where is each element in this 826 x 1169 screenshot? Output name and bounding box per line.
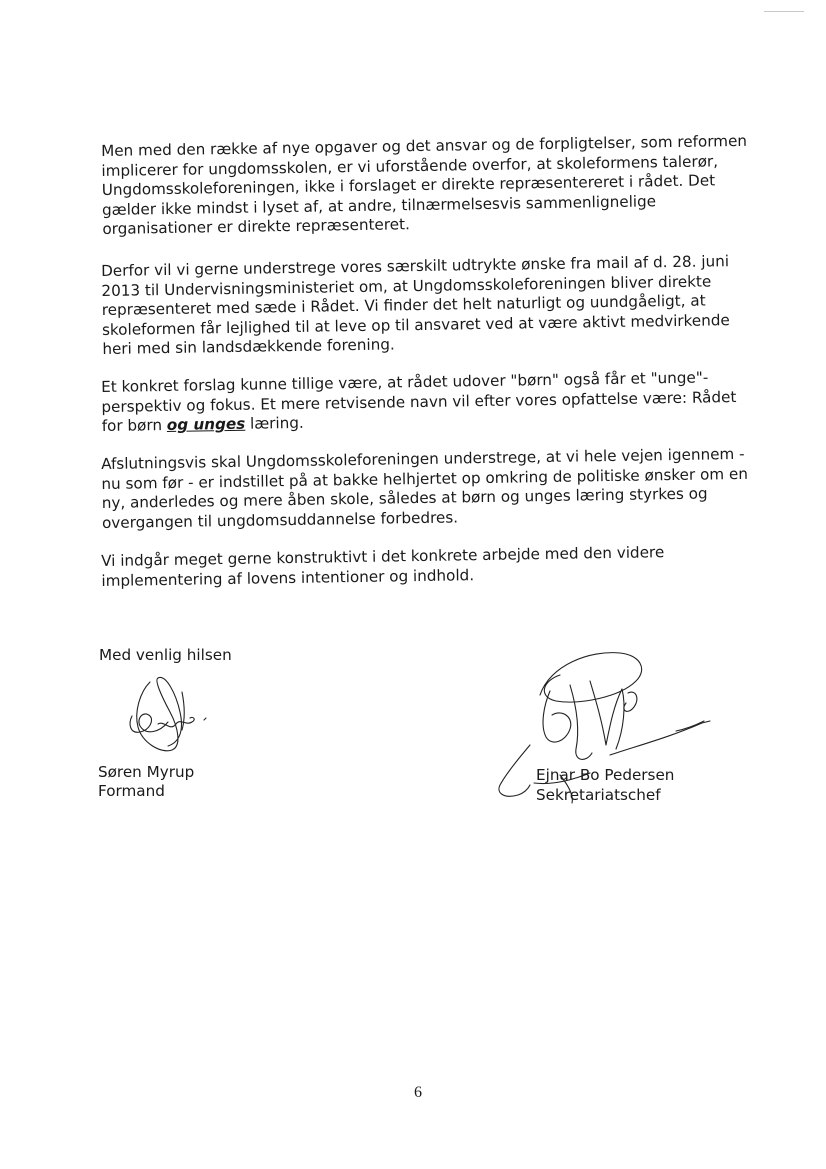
- signatory-title: Formand: [98, 782, 165, 800]
- paragraph-conclusion: Afslutningsvis skal Ungdomsskoleforeningen understrege, at vi hele vejen igennem - nu som før - er indstillet på at bakke helhjertet op omkring de politiske ønsker om en ny, anderledes og mere åben skole, således at børn og unges læring styrkes og overgangen til ungdomsuddannelse forbedres.: [101, 444, 749, 532]
- proposal-text-end: læring.: [245, 414, 304, 433]
- paragraph-proposal: [101, 368, 752, 437]
- proposal-text: Et konkret forslag kunne tillige være, at rådet udover "børn" også får et "unge"-perspektiv og fokus. Et mere retvisende navn vil efter vores opfattelse være: Rådet for børn: [101, 368, 737, 436]
- signatory-name: Søren Myrup: [98, 763, 195, 781]
- paragraph-representation: Men med den række af nye opgaver og det ansvar og de forpligtelser, som reformen implicerer for ungdomsskolen, er vi uforstående overfor, at skoleformens talerør, Ungdomsskoleforeningen, ikke i forslaget er direkte repræsentereret i rådet. Det gælder ikke mindst i lyset af, at andre, tilnærmelsesvis sammenlignelige organisationer er direkte repræsenteret.: [101, 131, 748, 239]
- paragraph-cooperation: Vi indgår meget gerne konstruktivt i det konkrete arbejde med den videre implementering af lovens intentioner og indhold.: [101, 543, 665, 590]
- closing-salutation: Med venlig hilsen: [99, 646, 232, 664]
- scan-mark: [764, 11, 804, 12]
- signatory-title: Sekretariatschef: [536, 786, 661, 804]
- page-number: 6: [414, 1084, 422, 1101]
- paragraph-request: Derfor vil vi gerne understrege vores særskilt udtrykte ønske fra mail af d. 28. juni 2013 til Undervisningsministeriet om, at Ungdomsskoleforeningen bliver direkte repræsenteret med sæde i Rådet. Vi finder det helt naturligt og uundgåeligt, at skoleformen får lejlighed til at leve op til ansvaret ved at være aktivt medvirkende heri med sin landsdækkende forening.: [101, 252, 730, 359]
- signatory-name: Ejnar Bo Pedersen: [536, 766, 675, 784]
- signature-image: [120, 672, 210, 760]
- emphasized-text: og unges: [166, 414, 246, 435]
